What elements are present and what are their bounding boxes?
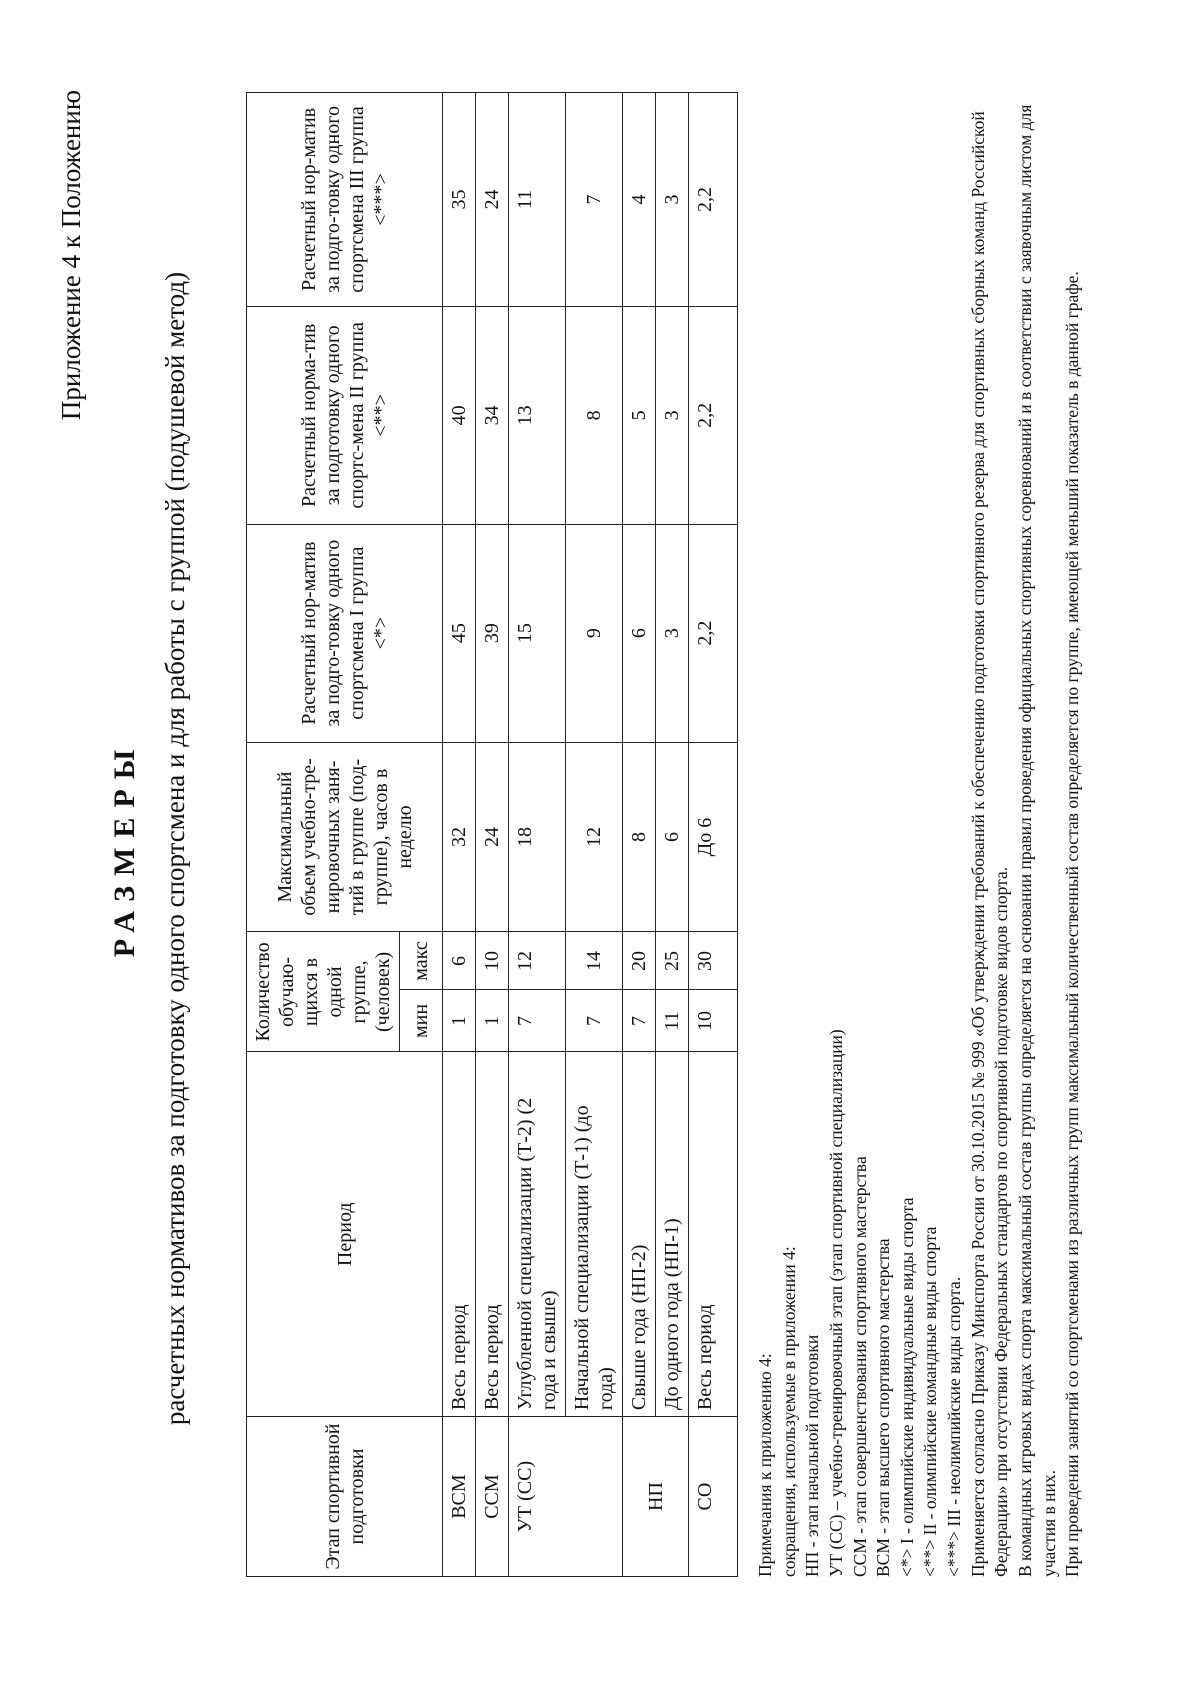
- period-cell: Весь период: [443, 1052, 476, 1417]
- notes-title: Примечания к приложению 4:: [755, 1353, 775, 1577]
- table-row: [443, 93, 476, 1577]
- note-line: сокращения, используемые в приложении 4:: [778, 1246, 799, 1577]
- stage-cell: ВСМ: [443, 1417, 476, 1577]
- norm-2-cell: 34: [476, 306, 509, 524]
- hours-cell: 8: [623, 742, 656, 932]
- norm-1-cell: 6: [623, 524, 656, 742]
- header-min: мин: [400, 990, 443, 1052]
- stage-cell: НП: [623, 1417, 689, 1577]
- max-cell: 10: [476, 932, 509, 990]
- hours-cell: 6: [656, 742, 689, 932]
- header-norm-2: Расчетный норма-тив за подготовку одного спортс-мена II группа <**>: [247, 306, 443, 524]
- note-line: НП - этап начальной подготовки: [802, 1334, 823, 1577]
- header-norm-3: Расчетный нор-матив за подго-товку одного спортсмена III группа <***>: [247, 93, 443, 307]
- norms-table: [246, 92, 738, 1577]
- norm-2-cell: 13: [509, 306, 566, 524]
- norm-2-cell: 3: [656, 306, 689, 524]
- note-line: <***> III - неолимпийские виды спорта.: [944, 1276, 964, 1577]
- max-cell: 14: [566, 932, 623, 990]
- max-cell: 30: [689, 932, 738, 990]
- norm-1-cell: 45: [443, 524, 476, 742]
- max-cell: 25: [656, 932, 689, 990]
- norm-1-cell: 15: [509, 524, 566, 742]
- max-cell: 12: [509, 932, 566, 990]
- period-cell: Весь период: [476, 1052, 509, 1417]
- note-line: УТ (СС) – учебно-тренировочный этап (этап спортивной специализации): [825, 1029, 846, 1577]
- header-norm-1: Расчетный нор-матив за подго-товку одного спортсмена I группа <*>: [247, 524, 443, 742]
- table-row: [476, 93, 509, 1577]
- hours-cell: 24: [476, 742, 509, 932]
- note-line: ВСМ - этап высшего спортивного мастерства: [873, 1238, 894, 1577]
- stage-cell: УТ (СС): [509, 1417, 623, 1577]
- table-header-row: [247, 93, 400, 1577]
- note-line: <**> II - олимпийские командные виды спорта: [920, 1226, 941, 1577]
- period-cell: Углубленной специализации (Т-2) (2 года и свыше): [509, 1052, 566, 1417]
- norm-1-cell: 9: [566, 524, 623, 742]
- table-row: [656, 93, 689, 1577]
- table-row: [509, 93, 566, 1577]
- stage-cell: ССМ: [476, 1417, 509, 1577]
- table-row: [689, 93, 738, 1577]
- norm-1-cell: 2,2: [689, 524, 738, 742]
- hours-cell: 32: [443, 742, 476, 932]
- appendix-label: Приложение 4 к Положению: [56, 90, 86, 421]
- min-cell: 7: [509, 990, 566, 1052]
- min-cell: 7: [566, 990, 623, 1052]
- hours-cell: До 6: [689, 742, 738, 932]
- note-line: ССМ - этап совершенствования спортивного мастерства: [849, 1156, 870, 1577]
- header-stage: Этап спортивной подготовки: [247, 1417, 443, 1577]
- norm-1-cell: 3: [656, 524, 689, 742]
- max-cell: 20: [623, 932, 656, 990]
- page-title: РАЗМЕРЫ: [108, 739, 141, 958]
- norm-3-cell: 11: [509, 93, 566, 307]
- note-paragraph: Применяется согласно Приказу Минспорта России от 30.10.2015 № 999 «Об утверждении требований к обеспечению подготовки спортивного резерва для спортивных сборных команд Российской Федерации» при отсутствии Федеральных стандартов по спортивной подготовке видов спорта.: [967, 111, 1012, 1577]
- norm-2-cell: 2,2: [689, 306, 738, 524]
- period-cell: Начальной специализации (Т-1) (до года): [566, 1052, 623, 1417]
- stage-cell: СО: [689, 1417, 738, 1577]
- min-cell: 11: [656, 990, 689, 1052]
- rotated-page: [50, 50, 1150, 1647]
- min-cell: 10: [689, 990, 738, 1052]
- norm-2-cell: 5: [623, 306, 656, 524]
- hours-cell: 18: [509, 742, 566, 932]
- header-period: Период: [247, 1052, 443, 1417]
- table-row: [566, 93, 623, 1577]
- norm-3-cell: 4: [623, 93, 656, 307]
- norm-3-cell: 3: [656, 93, 689, 307]
- note-paragraph: В командных игровых видах спорта максимальный состав группы определяется на основании правил проведения официальных спортивных соревнований и в соответствии с заявочным листом для участия в них.: [1014, 104, 1059, 1577]
- norm-3-cell: 24: [476, 93, 509, 307]
- page-subtitle: расчетных нормативов за подготовку одного спортсмена и для работы с группой (подушевой метод): [160, 271, 190, 1426]
- header-hours: Максимальный объем учебно-тре-нировочных заня-тий в группе (под-группе), часов в неделю: [247, 742, 443, 932]
- norm-2-cell: 8: [566, 306, 623, 524]
- norm-1-cell: 39: [476, 524, 509, 742]
- period-cell: До одного года (НП-1): [656, 1052, 689, 1417]
- header-max: макс: [400, 932, 443, 990]
- min-cell: 7: [623, 990, 656, 1052]
- min-cell: 1: [443, 990, 476, 1052]
- period-cell: Весь период: [689, 1052, 738, 1417]
- norm-3-cell: 7: [566, 93, 623, 307]
- min-cell: 1: [476, 990, 509, 1052]
- norm-3-cell: 2,2: [689, 93, 738, 307]
- header-count: Количество обучаю-щихся в одной группе, (человек): [247, 932, 400, 1052]
- max-cell: 6: [443, 932, 476, 990]
- period-cell: Свыше года (НП-2): [623, 1052, 656, 1417]
- note-line: <*> I - олимпийские индивидуальные виды спорта: [896, 1197, 917, 1577]
- norm-3-cell: 35: [443, 93, 476, 307]
- hours-cell: 12: [566, 742, 623, 932]
- norm-2-cell: 40: [443, 306, 476, 524]
- table-row: [623, 93, 656, 1577]
- note-paragraph: При проведении занятий со спортсменами из различных групп максимальный количественный состав определяется по группе, имеющей меньший показатель в данной графе.: [1062, 271, 1083, 1577]
- notes-block: [754, 77, 1085, 1577]
